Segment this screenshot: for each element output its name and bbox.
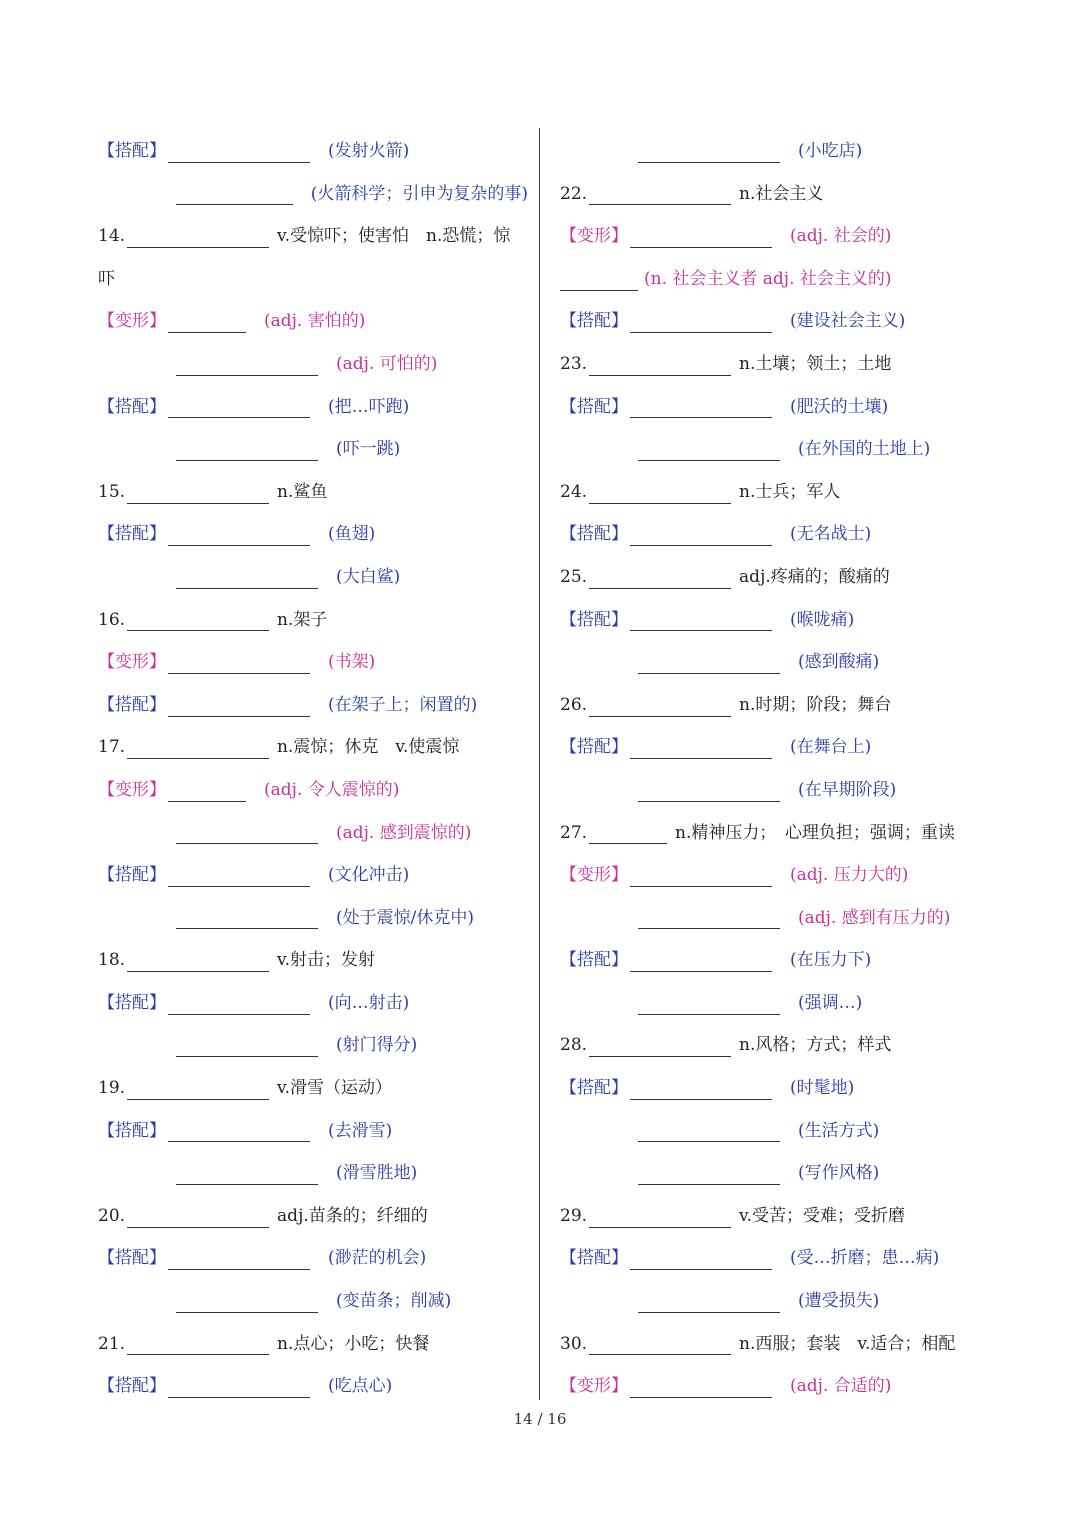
exercise-line [560,1152,1000,1195]
answer-blank[interactable] [127,612,269,631]
answer-blank[interactable] [127,1336,269,1355]
answer-blank[interactable] [638,144,780,163]
entry-number: 15. [98,481,126,502]
hint-text: (喉咙痛) [790,609,855,630]
exercise-line [98,982,528,1025]
hint-text: (变苗条；削减) [336,1291,452,1312]
answer-blank[interactable] [589,1038,731,1057]
page-number: 14 / 16 [513,1410,567,1428]
answer-blank[interactable] [168,655,310,674]
answer-blank[interactable] [589,1209,731,1228]
answer-blank[interactable] [638,996,780,1015]
entry-number: 18. [98,950,126,971]
entry-meaning: n.士兵；军人 [739,481,841,502]
answer-blank[interactable] [589,1336,731,1355]
exercise-line [560,982,1000,1025]
answer-blank[interactable] [168,144,310,163]
exercise-line [98,726,528,769]
exercise-line [560,854,1000,897]
exercise-line [98,1067,528,1110]
exercise-line [98,684,528,727]
entry-meaning: n.时期；阶段；舞台 [739,694,892,715]
entry-number: 14. [98,226,126,247]
exercise-line [560,471,1000,514]
hint-text: (处于震惊/休克中) [336,907,474,928]
exercise-line [98,513,528,556]
hint-text: (强调…) [798,992,863,1013]
answer-blank[interactable] [638,655,780,674]
answer-blank[interactable] [630,527,772,546]
hint-text: (去滑雪) [328,1120,393,1141]
hint-text: (建设社会主义) [790,311,906,332]
collocation-label: 【搭配】 [560,1248,628,1269]
hint-text: (把…吓跑) [328,396,410,417]
exercise-line [560,939,1000,982]
entry-number: 22. [560,183,588,204]
exercise-line [560,1067,1000,1110]
entry-meaning: v.受惊吓；使害怕 n.恐慌；惊 [277,226,511,247]
exercise-line [98,1024,528,1067]
entry-number: 24. [560,481,588,502]
collocation-label: 【搭配】 [98,1120,166,1141]
answer-blank[interactable] [630,612,772,631]
answer-blank[interactable] [168,698,310,717]
answer-blank[interactable] [168,314,246,333]
collocation-label: 【搭配】 [560,737,628,758]
answer-blank[interactable] [630,740,772,759]
exercise-line [98,1110,528,1153]
exercise-line [560,726,1000,769]
exercise-line [98,1152,528,1195]
collocation-label: 【搭配】 [560,311,628,332]
entry-number: 25. [560,566,588,587]
exercise-line [98,1195,528,1238]
variant-label: 【变形】 [98,311,166,332]
answer-blank[interactable] [127,953,269,972]
entry-number: 30. [560,1333,588,1354]
answer-blank[interactable] [168,399,310,418]
hint-text: (adj. 合适的) [790,1376,892,1397]
answer-blank[interactable] [176,186,293,205]
exercise-line [560,897,1000,940]
hint-text: (渺茫的机会) [328,1248,427,1269]
entry-number: 20. [98,1205,126,1226]
exercise-line [98,215,528,258]
collocation-label: 【搭配】 [98,694,166,715]
answer-blank[interactable] [638,1123,780,1142]
hint-text: (火箭科学；引申为复杂的事) [310,183,528,204]
collocation-label: 【搭配】 [98,992,166,1013]
answer-blank[interactable] [168,996,310,1015]
variant-label: 【变形】 [560,1376,628,1397]
hint-text: (在压力下) [790,950,872,971]
answer-blank[interactable] [176,357,318,376]
hint-text: (adj. 社会的) [790,226,892,247]
entry-meaning: n.西服；套装 v.适合；相配 [739,1333,956,1354]
hint-text: (吓一跳) [336,439,401,460]
entry-number: 26. [560,694,588,715]
entry-meaning: n.风格；方式；样式 [739,1035,892,1056]
hint-text: (滑雪胜地) [336,1163,418,1184]
exercise-line [98,939,528,982]
hint-text: (感到酸痛) [798,652,880,673]
exercise-line [560,300,1000,343]
hint-text: (大白鲨) [336,566,401,587]
collocation-label: 【搭配】 [560,1078,628,1099]
collocation-label: 【搭配】 [98,141,166,161]
answer-blank[interactable] [168,1123,310,1142]
exercise-line [98,812,528,855]
hint-text: (adj. 可怕的) [336,353,438,374]
answer-blank[interactable] [589,570,731,589]
exercise-line [560,513,1000,556]
exercise-line [98,1323,528,1366]
exercise-line [560,1195,1000,1238]
answer-blank[interactable] [630,1081,772,1100]
hint-text: (受…折磨；患…病) [790,1248,940,1269]
left-column [98,130,528,1408]
hint-text: (n. 社会主义者 adj. 社会主义的) [644,268,892,289]
exercise-line [560,1024,1000,1067]
exercise-line [98,258,528,301]
entry-meaning: n.架子 [277,609,328,630]
answer-blank[interactable] [127,1209,269,1228]
entry-meaning: v.受苦；受难；受折磨 [739,1205,906,1226]
exercise-line [98,1365,528,1408]
answer-blank[interactable] [168,527,310,546]
entry-meaning-continued: 吓 [98,268,115,289]
hint-text: (生活方式) [798,1120,880,1141]
exercise-line [560,599,1000,642]
entry-meaning: n.土壤；领土；土地 [739,353,892,374]
exercise-line [560,258,1000,301]
answer-blank[interactable] [176,442,318,461]
hint-text: (在舞台上) [790,737,872,758]
answer-blank[interactable] [638,783,780,802]
entry-number: 21. [98,1333,126,1354]
answer-blank[interactable] [630,1251,772,1270]
answer-blank[interactable] [638,1294,780,1313]
hint-text: (adj. 害怕的) [264,311,366,332]
hint-text: (向…射击) [328,992,410,1013]
exercise-line [98,641,528,684]
variant-label: 【变形】 [98,652,166,673]
entry-meaning: n.点心；小吃；快餐 [277,1333,430,1354]
answer-blank[interactable] [589,186,731,205]
collocation-label: 【搭配】 [560,609,628,630]
answer-blank[interactable] [176,910,318,929]
entry-number: 28. [560,1035,588,1056]
answer-blank[interactable] [589,825,667,844]
entry-number: 17. [98,737,126,758]
exercise-line [98,300,528,343]
exercise-line [560,386,1000,429]
answer-blank[interactable] [168,1251,310,1270]
answer-blank[interactable] [589,485,731,504]
hint-text: (在架子上；闲置的) [328,694,478,715]
exercise-line [560,1323,1000,1366]
entry-meaning: n.精神压力； 心理负担；强调；重读 [675,822,955,843]
hint-text: (写作风格) [798,1163,880,1184]
answer-blank[interactable] [638,1166,780,1185]
answer-blank[interactable] [127,229,269,248]
answer-blank[interactable] [168,1379,310,1398]
collocation-label: 【搭配】 [98,865,166,886]
exercise-line [560,343,1000,386]
exercise-line [560,173,1000,216]
exercise-line [560,684,1000,727]
entry-meaning: n.社会主义 [739,183,824,204]
answer-blank[interactable] [630,868,772,887]
collocation-label: 【搭配】 [98,396,166,417]
entry-number: 27. [560,822,588,843]
collocation-label: 【搭配】 [98,1376,166,1397]
collocation-label: 【搭配】 [98,524,166,545]
answer-blank[interactable] [176,1166,318,1185]
answer-blank[interactable] [630,229,772,248]
answer-blank[interactable] [630,399,772,418]
exercise-line [98,428,528,471]
answer-blank[interactable] [176,825,318,844]
hint-text: (adj. 感到震惊的) [336,822,472,843]
hint-text: (鱼翅) [328,524,376,545]
hint-text: (无名战士) [790,524,872,545]
exercise-line [98,386,528,429]
exercise-line [560,1110,1000,1153]
answer-blank[interactable] [127,1081,269,1100]
hint-text: (发射火箭) [328,141,410,161]
exercise-line [98,1237,528,1280]
entry-number: 16. [98,609,126,630]
exercise-line [98,173,528,216]
entry-number: 19. [98,1078,126,1099]
answer-blank[interactable] [168,783,246,802]
exercise-line [98,854,528,897]
exercise-line [98,556,528,599]
hint-text: (遭受损失) [798,1291,880,1312]
variant-label: 【变形】 [560,226,628,247]
exercise-line [98,897,528,940]
exercise-line [560,1237,1000,1280]
collocation-label: 【搭配】 [560,950,628,971]
hint-text: (小吃店) [798,141,863,161]
answer-blank[interactable] [127,740,269,759]
exercise-line [560,428,1000,471]
entry-meaning: v.滑雪（运动） [277,1078,393,1099]
entry-meaning: n.鲨鱼 [277,481,328,502]
answer-blank[interactable] [630,1379,772,1398]
answer-blank[interactable] [638,442,780,461]
answer-blank[interactable] [560,272,638,291]
answer-blank[interactable] [176,1294,318,1313]
answer-blank[interactable] [589,698,731,717]
answer-blank[interactable] [638,910,780,929]
entry-meaning: adj.疼痛的；酸痛的 [739,566,890,587]
exercise-line [560,812,1000,855]
answer-blank[interactable] [176,1038,318,1057]
exercise-line [98,599,528,642]
exercise-line [560,130,1000,173]
hint-text: (吃点心) [328,1376,393,1397]
hint-text: (时髦地) [790,1078,855,1099]
hint-text: (在早期阶段) [798,779,897,800]
exercise-line [560,1365,1000,1408]
answer-blank[interactable] [589,357,731,376]
exercise-line [560,1280,1000,1323]
hint-text: (在外国的土地上) [798,439,931,460]
hint-text: (文化冲击) [328,865,410,886]
hint-text: (adj. 压力大的) [790,865,909,886]
collocation-label: 【搭配】 [560,524,628,545]
answer-blank[interactable] [630,953,772,972]
exercise-line [560,215,1000,258]
collocation-label: 【搭配】 [560,396,628,417]
entry-meaning: n.震惊；休克 v.使震惊 [277,737,460,758]
hint-text: (肥沃的土壤) [790,396,889,417]
exercise-line [98,769,528,812]
hint-text: (adj. 感到有压力的) [798,907,951,928]
right-column [560,130,1000,1408]
entry-number: 23. [560,353,588,374]
entry-meaning: adj.苗条的；纤细的 [277,1205,428,1226]
exercise-line [98,471,528,514]
entry-meaning: v.射击；发射 [277,950,376,971]
exercise-line [560,556,1000,599]
answer-blank[interactable] [168,868,310,887]
variant-label: 【变形】 [98,779,166,800]
answer-blank[interactable] [630,314,772,333]
variant-label: 【变形】 [560,865,628,886]
exercise-line [98,130,528,173]
hint-text: (射门得分) [336,1035,418,1056]
exercise-line [560,641,1000,684]
answer-blank[interactable] [176,570,318,589]
entry-number: 29. [560,1205,588,1226]
hint-text: (书架) [328,652,376,673]
collocation-label: 【搭配】 [98,1248,166,1269]
exercise-line [560,769,1000,812]
hint-text: (adj. 令人震惊的) [264,779,400,800]
answer-blank[interactable] [127,485,269,504]
column-divider [539,128,540,1400]
exercise-line [98,343,528,386]
exercise-line [98,1280,528,1323]
